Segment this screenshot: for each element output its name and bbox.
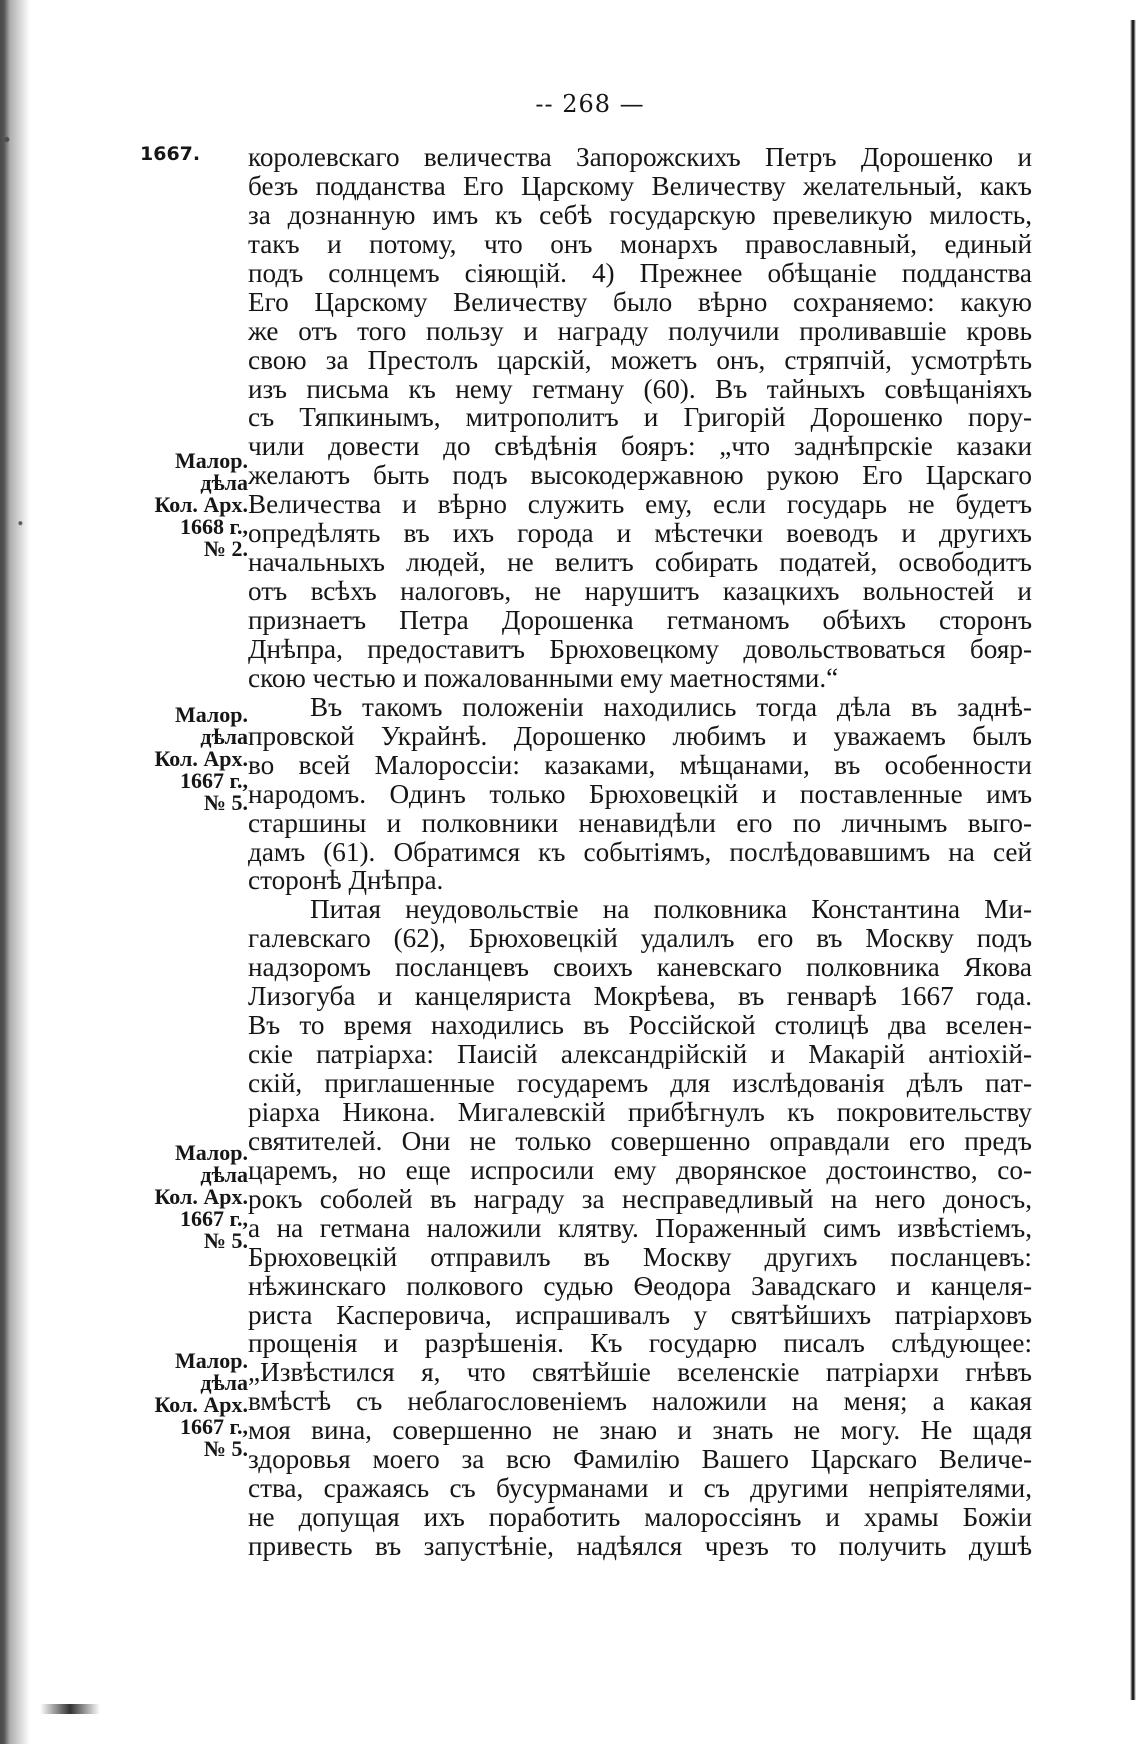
text-line: желаютъ быть подъ высокодержавною рукою Его Царскаго bbox=[248, 460, 1032, 491]
text-line: здоровья моего за всю Фамилію Вашего Царскаго Величе- bbox=[248, 1444, 1032, 1475]
text-line: изъ письма къ нему гетману (60). Въ тайныхъ совѣщаніяхъ bbox=[248, 373, 1032, 404]
text-line: безъ подданства Его Царскому Величеству желательный, какъ bbox=[248, 170, 1032, 201]
margin-note-line: 1667 г., bbox=[179, 1206, 248, 1231]
body-text bbox=[248, 143, 1032, 1561]
margin-note-line: Кол. Арх. bbox=[154, 492, 248, 517]
text-line: провской Украйнѣ. Дорошенко любимъ и уважаемъ былъ bbox=[248, 720, 1032, 751]
text-line: дамъ (61). Обратимся къ событіямъ, послѣдовавшимъ на сей bbox=[248, 836, 1032, 867]
text-line: галевскаго (62), Брюховецкій удалилъ его въ Москву подъ bbox=[248, 923, 1032, 954]
text-line: ства, сражаясь съ бусурманами и съ другими непріятелями, bbox=[248, 1473, 1032, 1504]
text-line: старшины и полковники ненавидѣли его по личнымъ выго- bbox=[248, 807, 1032, 838]
text-line: надзоромъ посланцевъ своихъ каневскаго полковника Якова bbox=[248, 952, 1032, 983]
margin-note-line: № 2. bbox=[203, 536, 248, 561]
text-line: моя вина, совершенно не знаю и знать не могу. Не щадя bbox=[248, 1415, 1032, 1446]
margin-note-line: № 5. bbox=[203, 1228, 248, 1253]
text-line: сторонѣ Днѣпра. bbox=[248, 865, 444, 896]
margin-note-line: № 5. bbox=[203, 790, 248, 815]
text-line: привесть въ запустѣніе, надѣялся чрезъ то получить душѣ bbox=[248, 1531, 1032, 1561]
text-line: Питая неудовольствіе на полковника Константина Ми- bbox=[310, 894, 1032, 925]
text-line: нѣжинскаго полкового судью Ѳеодора Завадскаго и канцеля- bbox=[248, 1270, 1032, 1301]
text-line: народомъ. Одинъ только Брюховецкій и поставленные имъ bbox=[248, 778, 1032, 809]
year-margin-note: 1667. bbox=[140, 143, 201, 165]
margin-note-line: дѣла bbox=[200, 724, 248, 749]
scan-edge-right bbox=[1130, 20, 1136, 1700]
text-line: же отъ того пользу и награду получили проливавшіе кровь bbox=[248, 315, 1032, 346]
text-line: ріарха Никона. Мигалевскій прибѣгнулъ къ покровительству bbox=[248, 1096, 1032, 1127]
text-line: Днѣпра, предоставитъ Брюховецкому довольствоваться бояр- bbox=[248, 633, 1032, 664]
text-line: признаетъ Петра Дорошенка гетманомъ обѣихъ сторонъ bbox=[248, 605, 1032, 635]
text-line: прощенія и разрѣшенія. Къ государю писалъ слѣдующее: bbox=[248, 1328, 1032, 1359]
text-line: рокъ соболей въ награду за несправедливый на него доносъ, bbox=[248, 1183, 1032, 1214]
margin-note-line: Малор. bbox=[174, 1140, 248, 1165]
text-line: святителей. Они не только совершенно оправдали его предъ bbox=[248, 1125, 1032, 1156]
text-line: вмѣстѣ съ неблагословеніемъ наложили на меня; а какая bbox=[248, 1386, 1032, 1417]
margin-note-archive-ref bbox=[138, 1142, 248, 1252]
margin-note-archive-ref bbox=[138, 450, 248, 560]
margin-note-line: 1667 г., bbox=[179, 1414, 248, 1439]
text-line: а на гетмана наложили клятву. Пораженный симъ извѣстіемъ, bbox=[248, 1212, 1032, 1243]
text-line: чили довести до свѣдѣнія бояръ: „что заднѣпрскіе казаки bbox=[248, 431, 1032, 462]
margin-note-line: Кол. Арх. bbox=[154, 746, 248, 771]
margin-note-line: № 5. bbox=[203, 1436, 248, 1461]
text-line: „Извѣстился я, что святѣйшіе вселенскіе патріархи гнѣвъ bbox=[248, 1357, 1032, 1388]
text-line: Въ то время находились въ Россійской столицѣ два вселен- bbox=[248, 1010, 1032, 1041]
text-line: Въ такомъ положеніи находились тогда дѣла въ заднѣ- bbox=[310, 691, 1032, 722]
text-line: риста Касперовича, испрашивалъ у святѣйшихъ патріарховъ bbox=[248, 1299, 1032, 1330]
text-line: такъ и потому, что онъ монархъ православный, единый bbox=[248, 228, 1032, 259]
margin-note-line: 1668 г., bbox=[179, 514, 248, 539]
text-line: подъ солнцемъ сіяющій. 4) Прежнее обѣщаніе подданства bbox=[248, 257, 1032, 288]
margin-note-line: 1667 г., bbox=[179, 768, 248, 793]
text-line: скою честью и пожалованными ему маетностями.“ bbox=[248, 662, 839, 693]
text-line: не допущая ихъ поработить малороссіянъ и храмы Божіи bbox=[248, 1502, 1032, 1533]
scan-smudge bbox=[40, 1704, 100, 1714]
margin-note-line: Малор. bbox=[174, 448, 248, 473]
margin-note-archive-ref bbox=[138, 1350, 248, 1460]
text-line: начальныхъ людей, не велитъ собирать податей, освободитъ bbox=[248, 547, 1032, 578]
text-line: отъ всѣхъ налоговъ, не нарушитъ казацкихъ вольностей и bbox=[248, 576, 1032, 607]
text-line: скіе патріарха: Паисій александрійскій и Макарій антіохій- bbox=[248, 1039, 1032, 1070]
text-line: свою за Престолъ царскій, можетъ онъ, стряпчій, усмотрѣть bbox=[248, 344, 1032, 375]
margin-note-line: дѣла bbox=[200, 1162, 248, 1187]
margin-note-line: Малор. bbox=[174, 1348, 248, 1373]
text-line: во всей Малороссіи: казаками, мѣщанами, въ особенности bbox=[248, 749, 1032, 780]
margin-note-archive-ref bbox=[138, 704, 248, 814]
margin-note-line: дѣла bbox=[200, 470, 248, 495]
text-line: скій, приглашенные государемъ для изслѣдованія дѣлъ пат- bbox=[248, 1068, 1032, 1098]
margin-note-line: Малор. bbox=[174, 702, 248, 727]
text-line: Брюховецкій отправилъ въ Москву другихъ посланцевъ: bbox=[248, 1241, 1032, 1272]
text-line: царемъ, но еще испросили ему дворянское достоинство, со- bbox=[248, 1154, 1032, 1185]
margin-note-line: Кол. Арх. bbox=[154, 1392, 248, 1417]
text-line: Лизогуба и канцеляриста Мокрѣева, въ генварѣ 1667 года. bbox=[248, 981, 1032, 1012]
text-line: за дознанную имъ къ себѣ государскую превеликую милость, bbox=[248, 199, 1032, 230]
text-line: опредѣлять въ ихъ города и мѣстечки воеводъ и другихъ bbox=[248, 518, 1032, 549]
text-line: королевскаго величества Запорожскихъ Петръ Дорошенко и bbox=[248, 142, 1032, 172]
page-number: -- 268 — bbox=[535, 90, 645, 118]
scan-edge-left bbox=[0, 0, 34, 1744]
margin-note-line: дѣла bbox=[200, 1370, 248, 1395]
text-line: съ Тяпкинымъ, митрополитъ и Григорій Дорошенко пору- bbox=[248, 402, 1032, 433]
text-line: Величества и вѣрно служить ему, если государь не будетъ bbox=[248, 489, 1032, 520]
text-line: Его Царскому Величеству было вѣрно сохраняемо: какую bbox=[248, 286, 1032, 317]
margin-note-line: Кол. Арх. bbox=[154, 1184, 248, 1209]
